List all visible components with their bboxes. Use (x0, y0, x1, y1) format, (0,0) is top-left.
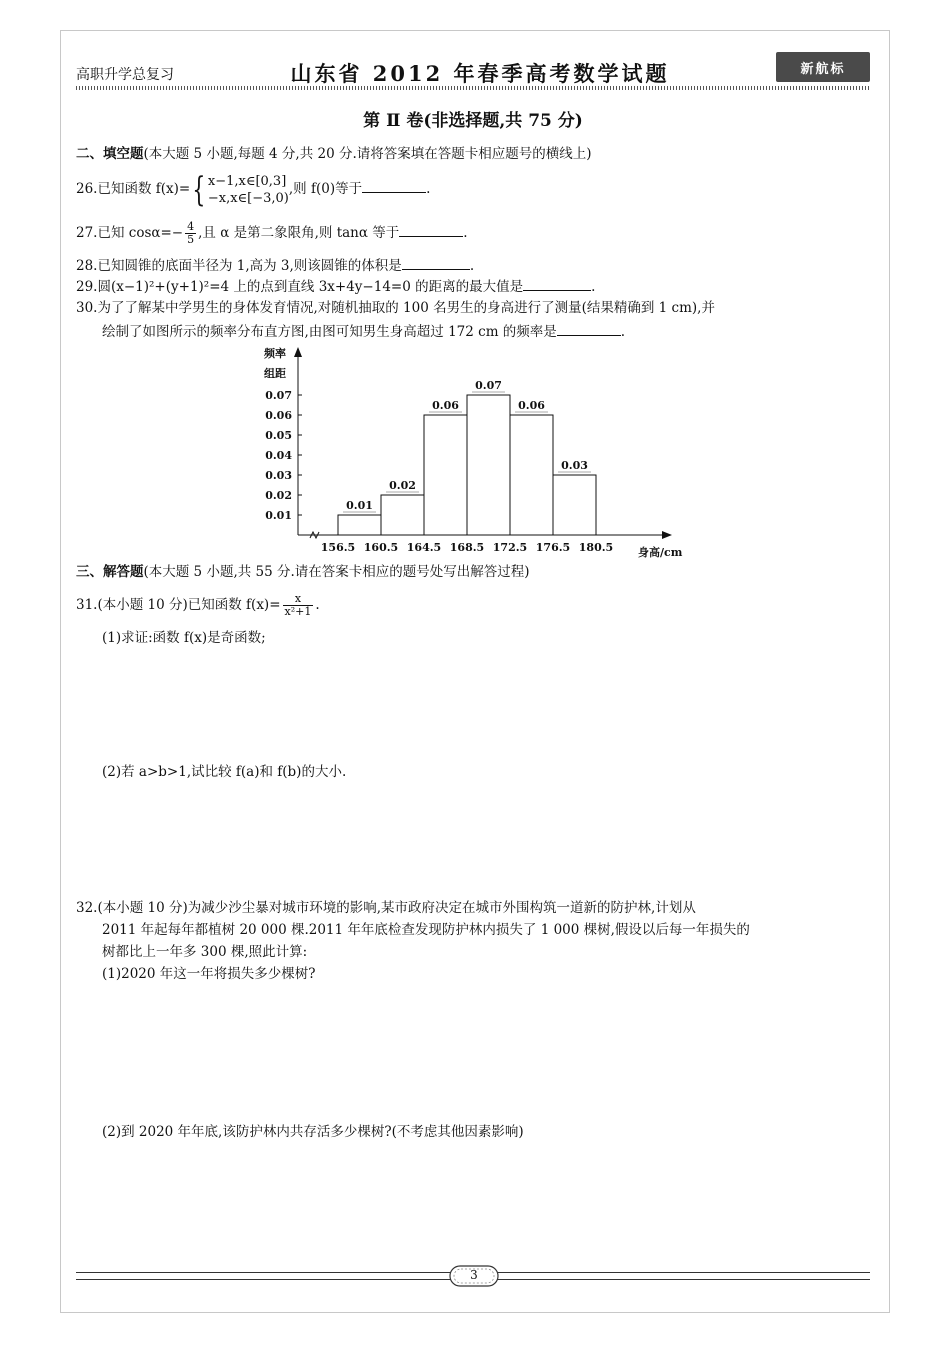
y-tick-label-7: 0.07 (265, 389, 292, 402)
x-tick-label-5: 172.5 (492, 541, 528, 554)
q26-case2: −x,x∈[−3,0) (207, 190, 289, 206)
q32-part1: (1)2020 年这一年将损失多少棵树? (102, 966, 316, 982)
q27-answer-blank[interactable] (399, 222, 463, 237)
header-title: 山东省 2012 年春季高考数学试题 (290, 61, 670, 86)
bar-value-label-3: 0.06 (432, 399, 459, 412)
q26-brace: { (192, 169, 206, 210)
x-tick-label-6: 176.5 (535, 541, 571, 554)
q31-part2: (2)若 a>b>1,试比较 f(a)和 f(b)的大小. (102, 764, 347, 780)
x-tick-label-7: 180.5 (578, 541, 614, 554)
question-31 (76, 590, 320, 620)
q27-fraction (185, 221, 196, 246)
q26-prefix: 26.已知函数 f(x)= (76, 181, 191, 197)
x-tick-label-3: 164.5 (406, 541, 442, 554)
q31-fraction (283, 593, 314, 618)
bar-1 (338, 515, 381, 535)
part3-heading (76, 562, 530, 582)
q31-part1: (1)求证:函数 f(x)是奇函数; (102, 630, 266, 646)
bar-value-label-6: 0.03 (561, 459, 588, 472)
q27-numerator: 4 (187, 220, 195, 233)
y-tick-label-2: 0.02 (265, 489, 292, 502)
x-tick-label-1: 156.5 (320, 541, 356, 554)
question-28 (76, 255, 474, 276)
x-axis-break (310, 532, 319, 538)
part2-heading-label: 二、填空题 (76, 146, 144, 162)
q29-answer-blank[interactable] (523, 276, 591, 291)
bar-value-label-5: 0.06 (518, 399, 545, 412)
y-tick-label-1: 0.01 (265, 509, 292, 522)
y-tick-label-5: 0.05 (265, 429, 292, 442)
header-series-label: 高职升学总复习 (76, 67, 174, 83)
bar-2 (381, 495, 424, 535)
q31-end: . (315, 597, 320, 613)
q28-text: 28.已知圆锥的底面半径为 1,高为 3,则该圆锥的体积是 (76, 258, 402, 274)
bar-value-label-1: 0.01 (346, 499, 373, 512)
section-title: 第 Ⅱ 卷(非选择题,共 75 分) (363, 111, 583, 131)
question-30-line1: 30.为了了解某中学男生的身体发育情况,对随机抽取的 100 名男生的身高进行了测量(结果精确到 1 cm),并 (76, 300, 715, 316)
height-frequency-histogram (250, 345, 700, 560)
bar-6 (553, 475, 596, 535)
x-tick-label-4: 168.5 (449, 541, 485, 554)
q30-end: . (620, 324, 626, 340)
bar-5 (510, 415, 553, 535)
q26-answer-blank[interactable] (362, 178, 426, 193)
q26-suffix: ,则 f(0)等于 (288, 181, 363, 197)
q29-end: . (591, 279, 596, 295)
y-tick-label-6: 0.06 (265, 409, 292, 422)
question-30-line2 (102, 321, 625, 342)
question-29 (76, 276, 595, 297)
header-divider (76, 86, 870, 90)
y-axis-arrow (294, 347, 302, 357)
x-axis-label: 身高/cm (638, 546, 683, 559)
x-axis-arrow (662, 531, 672, 539)
part3-heading-label: 三、解答题 (76, 564, 144, 580)
y-axis-label-bottom: 组距 (264, 367, 286, 380)
q30-text: 绘制了如图所示的频率分布直方图,由图可知男生身高超过 172 cm 的频率是 (102, 324, 557, 340)
bar-value-label-4: 0.07 (475, 379, 502, 392)
q28-end: . (469, 258, 475, 274)
publisher-logo: 新航标 (776, 52, 870, 82)
q27-end: . (463, 225, 468, 241)
q32-line3: 树都比上一年多 300 棵,照此计算: (102, 944, 308, 960)
q26-case1: x−1,x∈[0,3] (207, 173, 287, 189)
q32-line1: 32.(本小题 10 分)为减少沙尘暴对城市环境的影响,某市政府决定在城市外围构筑一道新的防护林,计划从 (76, 900, 696, 916)
part2-heading-note: (本大题 5 小题,每题 4 分,共 20 分.请将答案填在答题卡相应题号的横线上) (143, 146, 592, 162)
q26-end: . (426, 181, 431, 197)
q29-text: 29.圆(x−1)²+(y+1)²=4 上的点到直线 3x+4y−14=0 的距离的最大值是 (76, 279, 524, 295)
x-tick-label-2: 160.5 (363, 541, 399, 554)
bar-4 (467, 395, 510, 535)
question-26 (76, 170, 430, 208)
q31-numerator: x (283, 593, 314, 606)
q27-suffix: ,且 α 是第二象限角,则 tanα 等于 (198, 225, 400, 241)
q27-denominator: 5 (187, 233, 195, 246)
part2-heading (76, 144, 592, 164)
y-axis-label-top: 频率 (264, 347, 286, 360)
y-tick-label-4: 0.04 (265, 449, 292, 462)
q27-prefix: 27.已知 cosα=− (76, 225, 184, 241)
q31-prefix: 31.(本小题 10 分)已知函数 f(x)= (76, 597, 281, 613)
q26-cases (208, 173, 289, 207)
bar-3 (424, 415, 467, 535)
q30-answer-blank[interactable] (557, 321, 621, 336)
q28-answer-blank[interactable] (402, 255, 470, 270)
page-number: 3 (470, 1268, 478, 1282)
bar-value-label-2: 0.02 (389, 479, 416, 492)
q31-denominator: x²+1 (284, 605, 312, 618)
q32-line2: 2011 年起每年都植树 20 000 棵.2011 年年底检查发现防护林内损失了 1 000 棵树,假设以后每一年损失的 (102, 922, 750, 938)
question-27 (76, 218, 468, 248)
y-tick-label-3: 0.03 (265, 469, 292, 482)
part3-heading-note: (本大题 5 小题,共 55 分.请在答案卡相应的题号处写出解答过程) (143, 564, 530, 580)
q32-part2: (2)到 2020 年年底,该防护林内共存活多少棵树?(不考虑其他因素影响) (102, 1124, 524, 1140)
